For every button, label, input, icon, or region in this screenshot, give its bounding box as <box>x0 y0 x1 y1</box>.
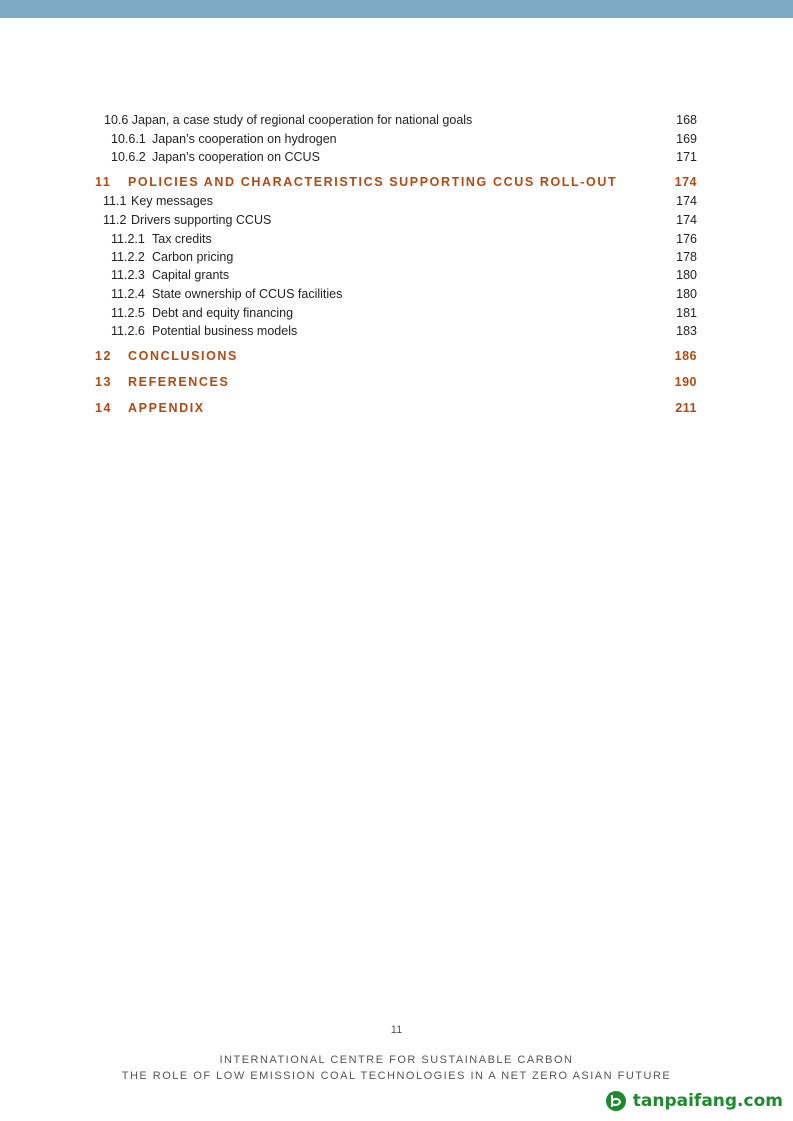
toc-entry-title: Carbon pricing <box>152 250 234 264</box>
toc-entry-11-2-2[interactable] <box>0 248 793 266</box>
toc-entry-title: Tax credits <box>152 232 212 246</box>
toc-entry-page: 171 <box>676 150 697 164</box>
toc-entry-page: 174 <box>676 194 697 208</box>
toc-entry-page: 176 <box>676 232 697 246</box>
footer-report-title: THE ROLE OF LOW EMISSION COAL TECHNOLOGIES IN A NET ZERO ASIAN FUTURE <box>121 1070 672 1082</box>
toc-entry-11-2-5[interactable] <box>0 304 793 322</box>
toc-entry-page: 180 <box>676 268 697 282</box>
toc-chapter-page: 174 <box>674 175 697 189</box>
watermark <box>605 1088 783 1114</box>
toc-chapter-number: 11 <box>95 175 112 189</box>
toc-chapter-13[interactable] <box>0 373 793 391</box>
toc-entry-page: 178 <box>676 250 697 264</box>
toc-entry-10-6-1[interactable] <box>0 130 793 148</box>
toc-entry-11-2-3[interactable] <box>0 266 793 284</box>
watermark-text: tanpaifang.com <box>632 1091 783 1111</box>
toc-entry-title: Japan’s cooperation on CCUS <box>152 150 320 164</box>
toc-entry-number: 10.6.2 <box>111 150 146 164</box>
toc-entry-number: 11.2.2 <box>111 250 145 264</box>
toc-entry-number: 11.2 <box>103 213 127 227</box>
toc-entry-11-1[interactable] <box>0 192 793 210</box>
toc-chapter-11[interactable] <box>0 173 793 191</box>
toc-entry-title: Drivers supporting CCUS <box>131 213 272 227</box>
toc-entry-11-2-6[interactable] <box>0 322 793 340</box>
toc-chapter-page: 211 <box>675 401 697 415</box>
leaf-logo-icon <box>605 1090 627 1112</box>
toc-entry-number: 11.2.4 <box>111 287 145 301</box>
toc-chapter-title: POLICIES AND CHARACTERISTICS SUPPORTING CCUS ROLL-OUT <box>128 175 618 189</box>
toc-chapter-number: 13 <box>95 375 113 389</box>
toc-entry-number: 11.2.1 <box>111 232 145 246</box>
toc-entry-page: 168 <box>676 113 697 127</box>
footer-organization: INTERNATIONAL CENTRE FOR SUSTAINABLE CARBON <box>219 1054 574 1066</box>
toc-chapter-page: 186 <box>674 349 697 363</box>
page-number: 11 <box>390 1024 403 1036</box>
toc-entry-page: 181 <box>676 306 697 320</box>
toc-entry-page: 169 <box>676 132 697 146</box>
toc-entry-number: 10.6.1 <box>111 132 146 146</box>
toc-entry-page: 174 <box>676 213 697 227</box>
toc-chapter-14[interactable] <box>0 399 793 417</box>
toc-entry-11-2[interactable] <box>0 211 793 229</box>
toc-chapter-title: REFERENCES <box>128 375 230 389</box>
toc-entry-title: State ownership of CCUS facilities <box>152 287 343 301</box>
toc-chapter-number: 14 <box>95 401 113 415</box>
toc-chapter-number: 12 <box>95 349 113 363</box>
toc-chapter-page: 190 <box>674 375 697 389</box>
toc-entry-title: Japan’s cooperation on hydrogen <box>152 132 337 146</box>
toc-chapter-title: APPENDIX <box>128 401 205 415</box>
toc-entry-number: 11.2.6 <box>111 324 145 338</box>
toc-entry-title: Key messages <box>131 194 213 208</box>
toc-entry-title: Capital grants <box>152 268 230 282</box>
toc-entry-number: 11.1 <box>103 194 127 208</box>
toc-entry-title: 10.6 Japan, a case study of regional cooperation for national goals <box>104 113 473 127</box>
toc-entry-page: 183 <box>676 324 697 338</box>
toc-chapter-title: CONCLUSIONS <box>128 349 238 363</box>
toc-entry-number: 11.2.5 <box>111 306 145 320</box>
toc-entry-11-2-1[interactable] <box>0 230 793 248</box>
toc-entry-10-6[interactable] <box>0 111 793 129</box>
toc-entry-page: 180 <box>676 287 697 301</box>
toc-chapter-12[interactable] <box>0 347 793 365</box>
toc-entry-title: Potential business models <box>152 324 298 338</box>
header-color-band <box>0 0 793 18</box>
toc-entry-number: 11.2.3 <box>111 268 145 282</box>
toc-entry-11-2-4[interactable] <box>0 285 793 303</box>
toc-entry-10-6-2[interactable] <box>0 148 793 166</box>
toc-entry-title: Debt and equity financing <box>152 306 294 320</box>
